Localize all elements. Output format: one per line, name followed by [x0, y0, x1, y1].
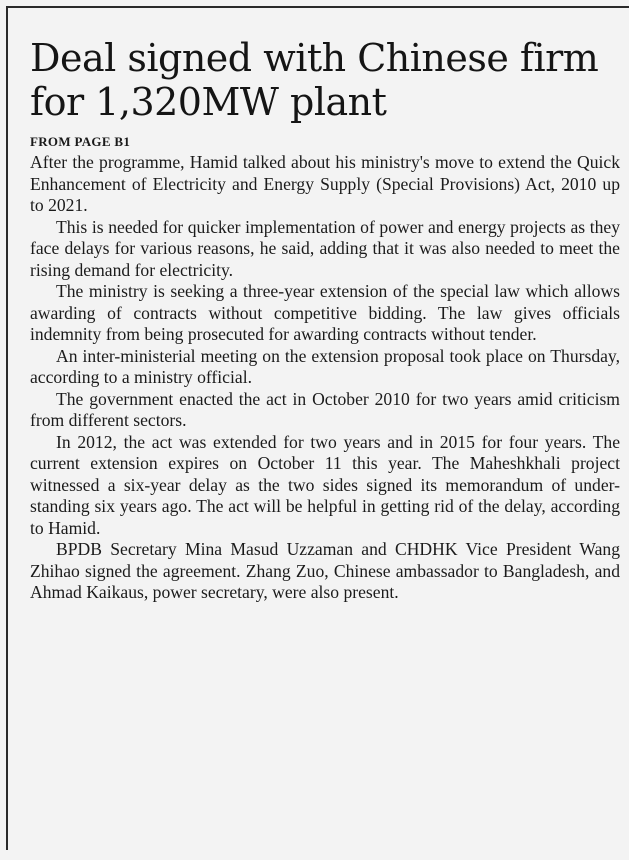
top-border-rule — [6, 6, 629, 8]
article-paragraph: An inter-ministerial meeting on the extension proposal took place on Thursday, according to a ministry official. — [30, 345, 620, 387]
article-paragraph: The ministry is seeking a three-year extension of the special law which allows awarding of contracts without competitive bidding. The law gives officials indemnity from being prosecuted for awarding contracts without tender. — [30, 281, 620, 344]
continued-from-label: FROM PAGE B1 — [30, 134, 131, 149]
left-border-rule — [6, 6, 8, 850]
article-paragraph: In 2012, the act was extended for two years and in 2015 for four years. The current extension expires on October 11 this year. The Maheshkhali project witnessed a six-year delay as the two sides signed its memorandum of under-standing six years ago. The act will be helpful in getting rid of the delay, according to Hamid. — [30, 431, 620, 538]
article-paragraph: BPDB Secretary Mina Masud Uzzaman and CHDHK Vice President Wang Zhihao signed the agreement. Zhang Zuo, Chinese ambassador to Bangladesh, and Ahmad Kaikaus, power secretary, were also present. — [30, 539, 620, 602]
article-paragraph: The government enacted the act in October 2010 for two years amid criticism from different sectors. — [30, 388, 620, 430]
article — [30, 36, 620, 604]
article-paragraph: After the programme, Hamid talked about his ministry's move to extend the Quick Enhancement of Electricity and Energy Supply (Special Provisions) Act, 2010 up to 2021. — [30, 152, 620, 215]
headline: Deal signed with Chinese firm for 1,320MW plant — [30, 36, 599, 124]
article-paragraph: This is needed for quicker implementation of power and energy projects as they face delays for various reasons, he said, adding that it was also needed to meet the rising demand for electricity. — [30, 216, 620, 280]
